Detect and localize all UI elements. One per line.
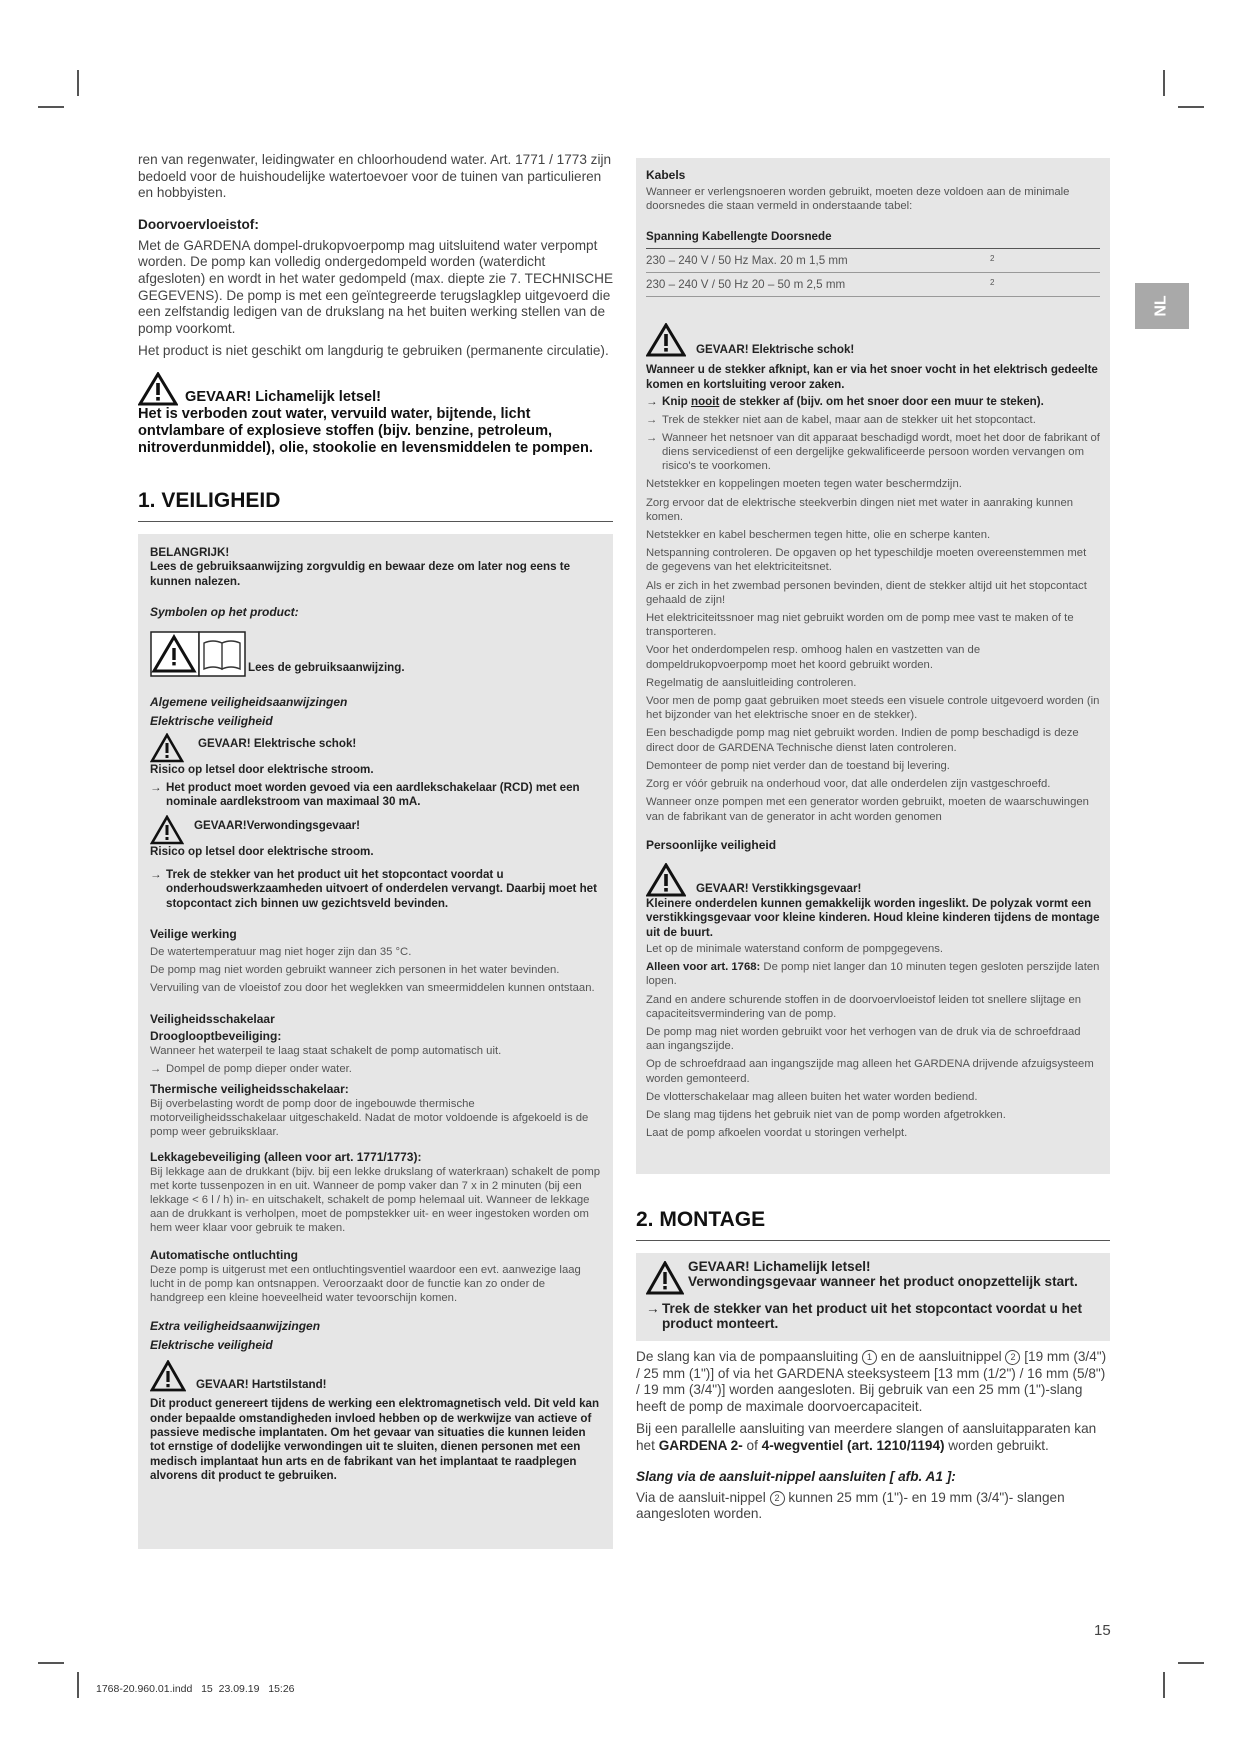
- injury-risk: Risico op letsel door elektrische stroom.: [150, 845, 374, 859]
- choke-title: GEVAAR! Verstikkingsgevaar!: [696, 882, 862, 896]
- cable-table: [646, 225, 1100, 297]
- cables-paragraph: Demonteer de pomp niet verder dan de toestand bij levering.: [646, 759, 950, 772]
- switch-heading: Veiligheidsschakelaar: [150, 1011, 275, 1026]
- warning-title: GEVAAR! Lichamelijk letsel!: [185, 388, 381, 405]
- warning-injury-electric: [150, 815, 601, 845]
- cables-paragraph: De vlotterschakelaar mag alleen buiten het water worden bediend.: [646, 1090, 978, 1103]
- shock-title: GEVAAR! Elektrische schok!: [198, 736, 357, 750]
- montage-paragraph-3: Via de aansluit-nippel 2 kunnen 25 mm (1")- en 19 mm (3/4")- slangen aangesloten worden.: [636, 1489, 1065, 1522]
- vent-heading: Automatische ontluchting: [150, 1247, 298, 1262]
- vent-text: Deze pomp is uitgerust met een ontluchtingsventiel waardoor een evt. aanwezige laag lucht in de pomp kan ontsnappen. Veroorzaakt door de functie kan zo onder de handgreep een kleine hoeveelheid water tevoorschijn komen.: [150, 1263, 581, 1305]
- cables-paragraph: Zand en andere schurende stoffen in de doorvoervloeistof leiden tot snellere slijtage en capaciteitsvermindering van de pomp.: [646, 993, 1082, 1020]
- warning-shock: [150, 733, 601, 763]
- montage-warn-body: Verwondingsgevaar wanneer het product onopzettelijk start.: [688, 1274, 1078, 1289]
- warning-triangle-icon: [150, 815, 184, 845]
- crop-mark: [77, 1672, 79, 1698]
- cables-paragraph: Laat de pomp afkoelen voordat u storingen verhelpt.: [646, 1127, 908, 1140]
- section-1-header: [138, 489, 613, 522]
- callout-2: 2: [1005, 1350, 1020, 1365]
- warning-triangle-icon: [646, 863, 686, 897]
- safe-heading: Veilige werking: [150, 927, 237, 941]
- important-text: Lees de gebruiksaanwijzing zorgvuldig en bewaar deze om later nog eens te kunnen nalezen.: [150, 560, 571, 588]
- extra-electrical: Elektrische veiligheid: [150, 1338, 273, 1353]
- left-column: [138, 152, 613, 1549]
- cables-shock-title: GEVAAR! Elektrische schok!: [696, 343, 855, 356]
- crop-mark: [1178, 106, 1204, 108]
- montage-subheading: Slang via de aansluit-nippel aansluiten [ afb. A1 ]:: [636, 1468, 956, 1484]
- callout-2: 2: [770, 1491, 785, 1506]
- crop-mark: [77, 70, 79, 96]
- personal-heading: Persoonlijke veiligheid: [646, 837, 777, 852]
- cables-paragraph: Regelmatig de aansluitleiding controleren.: [646, 676, 857, 689]
- warning-injury: [138, 372, 613, 406]
- symbols-heading: Symbolen op het product:: [150, 605, 299, 620]
- heart-text: Dit product genereert tijdens de werking een elektromagnetisch veld. Dit veld kan onder bepaalde omstandigheden invloed hebben op de werkwijze van actieve of passieve medische implantaten. Om het gevaar van situaties die kunnen leiden tot ernstige of dodelijke verwondingen uit te sluiten, dienen personen met een medisch implantaat hun arts en de fabrikant van het implantaat te raadplegen alvorens dit product te gebruiken.: [150, 1397, 600, 1483]
- cables-paragraph: Zorg ervoor dat de elektrische steekverbin dingen niet met water in aanraking kunnen komen.: [646, 496, 1074, 523]
- read-manual-icon: [150, 631, 246, 677]
- section-2-header: [636, 1208, 1110, 1241]
- extra-heading: Extra veiligheidsaanwijzingen: [150, 1319, 321, 1334]
- leak-text: Bij lekkage aan de drukkant (bijv. bij een lekke drukslang of waterkraan) schakelt de pomp met korte tussenpozen in en uit. Wanneer de pomp vaker dan 7 x in 2 minuten (bij een lekkage < 6 l / h) in- en uitschakelt, schakelt de pomp helemaal uit. Wanneer de lekkage aan de drukkant is verholpen, moet de pompstekker uit- en weer ingestoken worden om hem weer klaar voor gebruik te maken.: [150, 1165, 601, 1235]
- dry-action: → Dompel de pomp dieper onder water.: [150, 1062, 352, 1075]
- list-item: → Wanneer het netsnoer van dit apparaat beschadigd wordt, moet het door de fabrikant of diens servicedienst of een dergelijke gekwalificeerde persoon worden vervangen om risico's te voorkomen.: [646, 431, 1100, 473]
- section-2-title: 2. MONTAGE: [636, 1208, 766, 1231]
- important-label: BELANGRIJK!: [150, 545, 230, 559]
- montage-warning-box: [636, 1253, 1110, 1341]
- safe-paragraph: De watertemperatuur mag niet hoger zijn dan 35 °C.: [150, 946, 412, 958]
- warning-body: Het is verboden zout water, vervuild water, bijtende, licht ontvlambare of explosieve stoffen (bijv. benzine, petroleum, nitroverdunmiddel), olie, stookolie en levensmiddelen te pompen.: [138, 405, 593, 456]
- cables-paragraph: De slang mag tijdens het gebruik niet van de pomp worden afgetrokken.: [646, 1108, 1006, 1121]
- cables-shock-body: Wanneer u de stekker afknipt, kan er via het snoer vocht in het elektrisch gedeelte komen en kortsluiting veroor zaken.: [646, 363, 1098, 391]
- warning-triangle-icon: [646, 323, 686, 357]
- warning-triangle-icon: [150, 733, 184, 763]
- cables-intro: Wanneer er verlengsnoeren worden gebruikt, moeten deze voldoen aan de minimale doorsnedes die staan vermeld in onderstaande tabel:: [646, 186, 1070, 213]
- cables-box: [636, 158, 1110, 1174]
- shock-risk: Risico op letsel door elektrische stroom.: [150, 763, 374, 777]
- shock-action: → Het product moet worden gevoed via een aardlekschakelaar (RCD) met een nominale aardlekstroom van maximaal 30 mA.: [150, 780, 580, 808]
- leak-heading: Lekkagebeveiliging (alleen voor art. 1771/1773):: [150, 1149, 422, 1164]
- cables-paragraph: Voor het onderdompelen resp. omhoog halen en vastzetten van de dompeldrukopvoerpomp moet het koord gebruikt worden.: [646, 644, 981, 671]
- warning-heart: [150, 1360, 601, 1392]
- symbol-row: [150, 631, 601, 677]
- montage-paragraph-2: Bij een parallelle aansluiting van meerdere slangen of aansluitapparaten kan het GARDENA 2- of 4-wegventiel (art. 1210/1194) worden gebruikt.: [636, 1421, 1097, 1453]
- list-item: → Trek de stekker niet aan de kabel, maar aan de stekker uit het stopcontact.: [646, 413, 1036, 426]
- dry-heading: Drooglooptbeveiliging:: [150, 1028, 282, 1043]
- cables-paragraph: Op de schroefdraad aan ingangszijde mag alleen het GARDENA drijvende afzuigsysteem worden gemonteerd.: [646, 1058, 1094, 1085]
- cables-paragraph: Netstekker en kabel beschermen tegen hitte, olie en scherpe kanten.: [646, 529, 991, 542]
- right-column: [636, 158, 1110, 1523]
- language-tab: NL: [1135, 283, 1189, 329]
- table-row: 230 – 240 V / 50 Hz 20 – 50 m 2,5 mm 2: [646, 273, 1100, 297]
- electrical-heading: Elektrische veiligheid: [150, 714, 273, 729]
- thermal-text: Bij overbelasting wordt de pomp door de ingebouwde thermische motorveiligheidsschakelaar uitgeschakeld. Nadat de motor voldoende is afgekoeld is de pomp weer gebruiksklaar.: [150, 1098, 589, 1139]
- montage-paragraph-1: De slang kan via de pompaansluiting 1 en de aansluitnippel 2 [19 mm (3/4") / 25 mm (1")] of via het GARDENA steeksysteem [13 mm (1/2") / 16 mm (5/8") / 19 mm (3/4")] worden aangesloten. Bij gebruik van een 25 mm (1")-slang heeft de pomp de maximale doorvoercapaciteit.: [636, 1349, 1107, 1414]
- water-paragraph: Let op de minimale waterstand conform de pompgegevens.: [646, 942, 944, 955]
- callout-1: 1: [862, 1350, 877, 1365]
- intro-paragraph: ren van regenwater, leidingwater en chloorhoudend water. Art. 1771 / 1773 zijn bedoeld voor de huishoudelijke watertoevoer voor de tuinen van particulieren en hobbyisten.: [138, 152, 612, 201]
- thermal-heading: Thermische veiligheidsschakelaar:: [150, 1082, 349, 1097]
- cables-paragraph: Een beschadigde pomp mag niet gebruikt worden. Indien de pomp beschadigd is deze direct door de GARDENA Technische dienst laten controleren.: [646, 727, 1079, 754]
- warning-choke: [646, 863, 1100, 897]
- cables-paragraph: Netspanning controleren. De opgaven op het typeschildje moeten overeenstemmen met de gegevens van het elektriciteitsnet.: [646, 547, 1087, 574]
- injury-title: GEVAAR!Verwondingsgevaar!: [194, 818, 360, 832]
- montage-warn-action: → Trek de stekker van het product uit het stopcontact voordat u het product monteert.: [646, 1301, 1082, 1331]
- dry-text: Wanneer het waterpeil te laag staat schakelt de pomp automatisch uit.: [150, 1044, 502, 1057]
- crop-mark: [38, 1662, 64, 1664]
- warning-triangle-icon: [138, 372, 178, 406]
- safety-box: [138, 534, 613, 1549]
- warning-triangle-icon: [646, 1261, 684, 1295]
- usage-paragraph: Het product is niet geschikt om langdurig te gebruiken (permanente circulatie).: [138, 343, 609, 359]
- cable-table-header: Spanning Kabellengte Doorsnede: [646, 225, 1100, 249]
- section-1-title: 1. VEILIGHEID: [138, 488, 281, 512]
- cables-paragraph: Zorg er vóór gebruik na onderhoud voor, dat alle onderdelen zijn vastgeschroefd.: [646, 778, 1051, 791]
- art1768-paragraph: Alleen voor art. 1768: De pomp niet langer dan 10 minuten tegen gesloten perszijde laten lopen.: [646, 961, 1100, 988]
- cables-paragraph: Als er zich in het zwembad personen bevinden, dient de stekker altijd uit het stopcontact gehaald de zijn!: [646, 579, 1087, 606]
- warning-montage: [646, 1259, 1100, 1295]
- cables-paragraph: De pomp mag niet worden gebruikt voor het verhogen van de druk via de schroefdraad aan ingangszijde.: [646, 1025, 1081, 1053]
- injury-action: → Trek de stekker van het product uit het stopcontact voordat u onderhoudswerkzaamheden uitvoert of onderdelen vervangt. Daarbij moet het stopcontact zich binnen uw gezichtsveld bevinden.: [150, 867, 597, 910]
- cables-action: → Knip nooit de stekker af (bijv. om het snoer door een muur te steken).: [646, 395, 1044, 409]
- montage-warn-title: GEVAAR! Lichamelijk letsel!: [688, 1259, 871, 1274]
- crop-mark: [1163, 1672, 1165, 1698]
- crop-mark: [38, 106, 64, 108]
- safe-paragraph: De pomp mag niet worden gebruikt wanneer zich personen in het water bevinden.: [150, 964, 560, 977]
- cables-paragraph: Voor men de pomp gaat gebruiken moet steeds een visuele controle uitgevoerd worden (in het bijzonder van het elektrische snoer en de stekker).: [646, 695, 1100, 722]
- crop-mark: [1178, 1662, 1204, 1664]
- footer-imprint: 1768-20.960.01.indd 15 23.09.19 15:26: [96, 1683, 295, 1695]
- safe-paragraph: Vervuiling van de vloeistof zou door het weglekken van smeermiddelen kunnen ontstaan.: [150, 982, 595, 995]
- choke-body: Kleinere onderdelen kunnen gemakkelijk worden ingeslikt. De polyzak vormt een verstikkingsgevaar voor kleine kinderen. Houd kleine kinderen tijdens de montage uit de buurt.: [646, 896, 1100, 939]
- fluid-heading: Doorvoervloeistof:: [138, 216, 259, 232]
- cables-paragraph: Netstekker en koppelingen moeten tegen water beschermdzijn.: [646, 478, 962, 491]
- heart-title: GEVAAR! Hartstilstand!: [196, 1377, 327, 1391]
- fluid-paragraph: Met de GARDENA dompel-drukopvoerpomp mag uitsluitend water verpompt worden. De pomp kan volledig ondergedompeld worden (waterdicht afgesloten) en wordt in het water gedompeld (max. diepte zie 7. TECHNISCHE GEGEVENS). De pomp is met een geïntegreerde terugslagklep uitgevoerd die een zelfstandig ledigen van de drukslang na het buiten werking stellen van de pomp voorkomt.: [138, 237, 614, 336]
- warning-triangle-icon: [150, 1360, 186, 1392]
- warning-shock: [646, 323, 1100, 357]
- symbols-text: Lees de gebruiksaanwijzing.: [248, 660, 405, 674]
- cables-heading: Kabels: [646, 168, 686, 182]
- crop-mark: [1163, 70, 1165, 96]
- cables-paragraph: Het elektriciteitssnoer mag niet gebruikt worden om de pomp mee vast te maken of te transporteren.: [646, 612, 1074, 639]
- cables-paragraph: Wanneer onze pompen met een generator worden gebruikt, moeten de waarschuwingen van de fabrikant van de generator in acht worden genomen: [646, 796, 1089, 823]
- page-number: 15: [1094, 1622, 1111, 1639]
- general-heading: Algemene veiligheidsaanwijzingen: [150, 695, 348, 710]
- table-row: 230 – 240 V / 50 Hz Max. 20 m 1,5 mm 2: [646, 249, 1100, 273]
